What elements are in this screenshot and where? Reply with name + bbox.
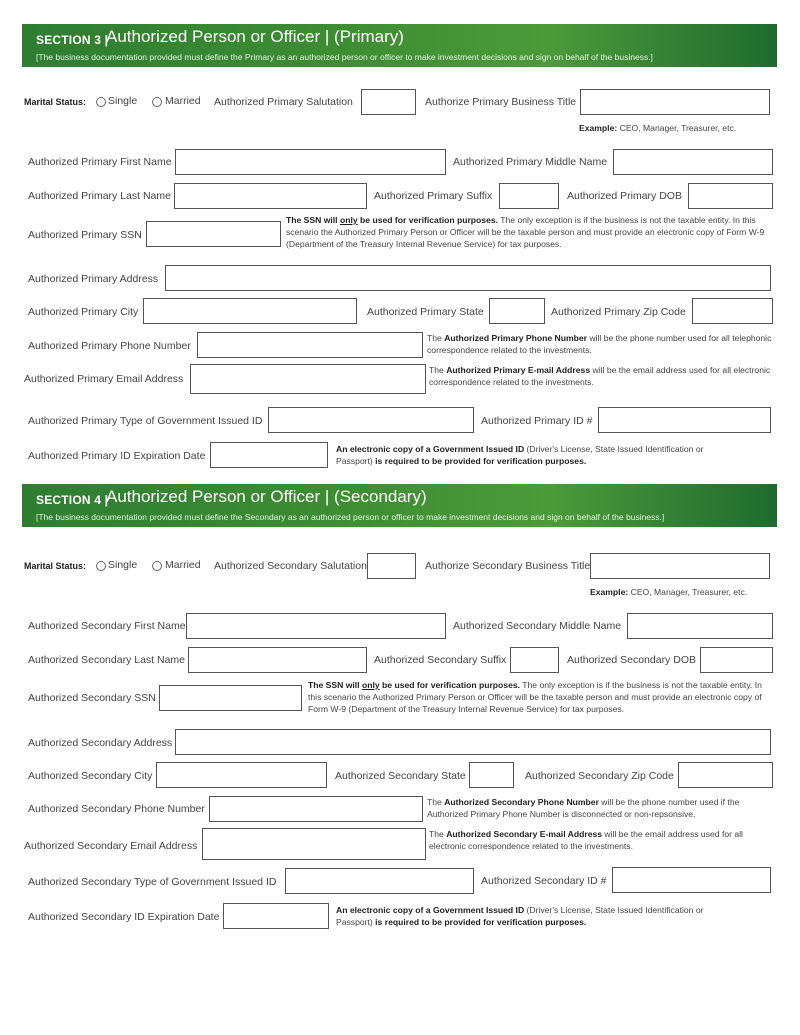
state-field[interactable] [489, 298, 545, 324]
city-field[interactable] [143, 298, 357, 324]
id-expiration-field[interactable] [210, 442, 328, 468]
section-3-header [22, 24, 777, 67]
address-label: Authorized Primary Address [28, 273, 159, 285]
section-number: SECTION 3 | [36, 33, 109, 47]
salutation-label: Authorized Primary Salutation [214, 96, 353, 108]
id-type-label: Authorized Secondary Type of Government Issued ID [28, 876, 277, 888]
section-note: [The business documentation provided must define the Primary as an authorized person or officer to make investment decisions and sign on behalf of the business.] [36, 52, 653, 62]
suffix-label: Authorized Primary Suffix [374, 190, 493, 202]
id-number-field[interactable] [598, 407, 771, 433]
last-name-label: Authorized Secondary Last Name [28, 654, 186, 666]
email-note: The Authorized Secondary E-mail Address will be the email address used for all electronic correspondence related to the investments. [429, 829, 743, 851]
example-note: Example: CEO, Manager, Treasurer, etc. [590, 587, 748, 597]
single-radio[interactable] [96, 561, 106, 571]
ssn-label: Authorized Secondary SSN [28, 692, 156, 704]
last-name-field[interactable] [188, 647, 367, 673]
first-name-field[interactable] [186, 613, 446, 639]
ssn-field[interactable] [146, 221, 281, 247]
business-title-field[interactable] [590, 553, 770, 579]
dob-field[interactable] [688, 183, 773, 209]
state-label: Authorized Secondary State [335, 770, 466, 782]
ssn-note: The SSN will only be used for verification purposes. The only exception is if the business is not the taxable entity. In this scenario the Authorized Primary Person or Officer will be the taxable person and must provide an electronic copy of Form W-9 (Department of the Treasury Internal Revenue Service) for tax purposes. [286, 215, 765, 249]
middle-name-field[interactable] [627, 613, 773, 639]
ssn-note: The SSN will only be used for verification purposes. The only exception is if the business is not the taxable entity. In this scenario the Authorized Primary Person or Officer will be the taxable person and must provide an electronic copy of Form W-9 (Department of the Treasury Internal Revenue Service) for tax purposes. [308, 680, 762, 714]
phone-note: The Authorized Secondary Phone Number will be the phone number used if the Authorized Primary Phone Number is disconnected or non-repsonsive. [427, 797, 740, 819]
id-number-label: Authorized Primary ID # [481, 415, 593, 427]
married-label: Married [165, 95, 201, 107]
email-label: Authorized Secondary Email Address [24, 840, 198, 852]
address-label: Authorized Secondary Address [28, 737, 173, 749]
id-number-label: Authorized Secondary ID # [481, 875, 607, 887]
id-expiration-field[interactable] [223, 903, 329, 929]
salutation-field[interactable] [361, 89, 416, 115]
married-label: Married [165, 559, 201, 571]
ssn-field[interactable] [159, 685, 302, 711]
city-label: Authorized Primary City [28, 306, 139, 318]
section-title: Authorized Person or Officer | (Primary) [106, 27, 404, 46]
ssn-label: Authorized Primary SSN [28, 229, 142, 241]
address-field[interactable] [165, 265, 771, 291]
married-radio[interactable] [152, 561, 162, 571]
business-title-label: Authorize Primary Business Title [425, 96, 577, 108]
phone-note: The Authorized Primary Phone Number will be the phone number used for all telephonic correspondence related to the investments. [427, 333, 772, 355]
first-name-label: Authorized Primary First Name [28, 156, 172, 168]
email-label: Authorized Primary Email Address [24, 373, 184, 385]
email-note: The Authorized Primary E-mail Address will be the email address used for all electronic correspondence related to the investments. [429, 365, 771, 387]
phone-label: Authorized Primary Phone Number [28, 340, 191, 352]
dob-label: Authorized Primary DOB [567, 190, 682, 202]
phone-field[interactable] [197, 332, 423, 358]
suffix-field[interactable] [499, 183, 559, 209]
email-field[interactable] [202, 828, 426, 860]
phone-label: Authorized Secondary Phone Number [28, 803, 205, 815]
first-name-label: Authorized Secondary First Name [28, 620, 186, 632]
zip-label: Authorized Primary Zip Code [551, 306, 686, 318]
section-number: SECTION 4 | [36, 493, 109, 507]
middle-name-label: Authorized Primary Middle Name [453, 156, 608, 168]
suffix-field[interactable] [510, 647, 559, 673]
marital-status-label: Marital Status: [24, 561, 87, 571]
zip-field[interactable] [678, 762, 773, 788]
phone-field[interactable] [209, 796, 423, 822]
section-4-header [22, 484, 777, 527]
single-radio[interactable] [96, 97, 106, 107]
state-label: Authorized Primary State [367, 306, 484, 318]
zip-field[interactable] [692, 298, 773, 324]
example-note: Example: CEO, Manager, Treasurer, etc. [579, 123, 737, 133]
state-field[interactable] [469, 762, 514, 788]
salutation-field[interactable] [367, 553, 416, 579]
last-name-field[interactable] [174, 183, 367, 209]
email-field[interactable] [190, 364, 426, 394]
middle-name-label: Authorized Secondary Middle Name [453, 620, 622, 632]
city-field[interactable] [156, 762, 327, 788]
id-number-field[interactable] [612, 867, 771, 893]
single-label: Single [108, 95, 138, 107]
single-label: Single [108, 559, 138, 571]
id-type-field[interactable] [268, 407, 474, 433]
last-name-label: Authorized Primary Last Name [28, 190, 171, 202]
married-radio[interactable] [152, 97, 162, 107]
marital-status-label: Marital Status: [24, 97, 87, 107]
dob-label: Authorized Secondary DOB [567, 654, 696, 666]
section-title: Authorized Person or Officer | (Secondary) [106, 487, 427, 506]
id-type-label: Authorized Primary Type of Government Issued ID [28, 415, 263, 427]
salutation-label: Authorized Secondary Salutation [214, 560, 367, 572]
id-expiration-label: Authorized Secondary ID Expiration Date [28, 911, 220, 923]
id-note: An electronic copy of a Government Issued ID (Driver's License, State Issued Identification or Passport) is required to be provided for verification purposes. [336, 444, 704, 466]
id-type-field[interactable] [285, 868, 474, 894]
middle-name-field[interactable] [613, 149, 773, 175]
dob-field[interactable] [700, 647, 773, 673]
section-note: [The business documentation provided must define the Secondary as an authorized person or officer to make investment decisions and sign on behalf of the business.] [36, 512, 665, 522]
business-title-field[interactable] [580, 89, 770, 115]
first-name-field[interactable] [175, 149, 446, 175]
address-field[interactable] [175, 729, 771, 755]
business-title-label: Authorize Secondary Business Title [425, 560, 591, 572]
zip-label: Authorized Secondary Zip Code [525, 770, 674, 782]
city-label: Authorized Secondary City [28, 770, 153, 782]
id-note: An electronic copy of a Government Issued ID (Driver's License, State Issued Identification or Passport) is required to be provided for verification purposes. [336, 905, 704, 927]
suffix-label: Authorized Secondary Suffix [374, 654, 507, 666]
id-expiration-label: Authorized Primary ID Expiration Date [28, 450, 206, 462]
